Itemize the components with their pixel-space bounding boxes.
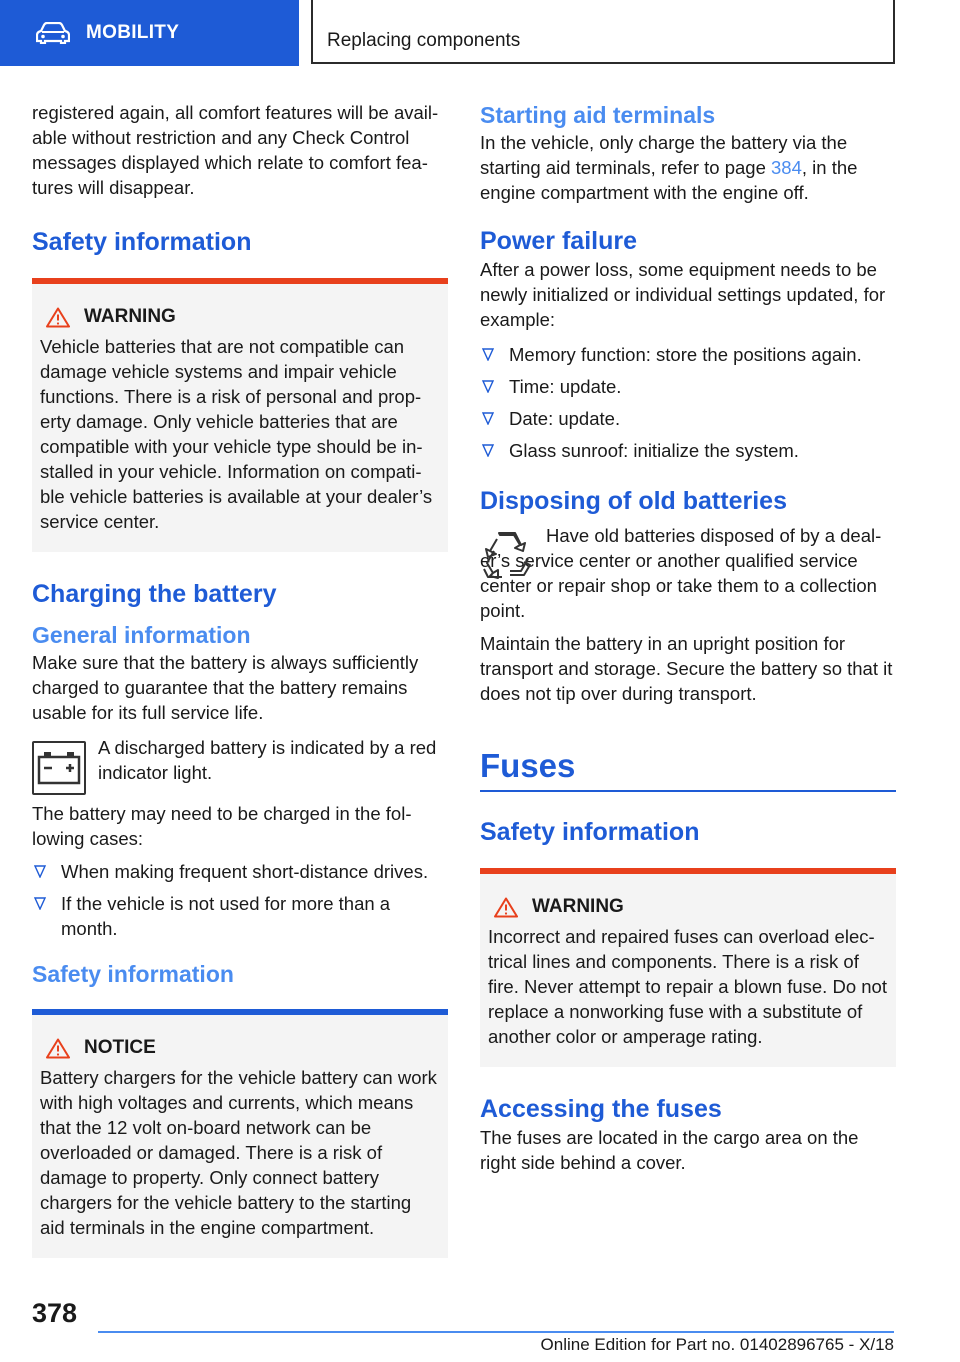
warning-triangle-icon	[46, 307, 70, 328]
header-tab-label: MOBILITY	[86, 22, 180, 43]
left-column	[32, 100, 448, 1258]
safety2-heading: Safety information	[32, 961, 234, 987]
warning-triangle-icon	[46, 1038, 70, 1059]
triangle-bullet-icon	[482, 412, 494, 425]
fuses-warning-box-head	[494, 896, 888, 918]
cases-text: The battery may need to be charged in the fol-lowing cases:	[32, 803, 412, 849]
list-item: Time: update.	[480, 374, 896, 399]
triangle-bullet-icon	[34, 897, 46, 910]
battery-icon-box	[32, 741, 86, 795]
indicator-text: A discharged battery is indicated by a red indicator light.	[98, 737, 437, 783]
charging-heading: Charging the battery	[32, 580, 277, 608]
warning-box-head	[46, 306, 440, 328]
disposing-block	[480, 523, 896, 623]
page-number: 378	[32, 1298, 78, 1328]
header-section-label: Replacing components	[327, 30, 521, 51]
notice-box-head	[46, 1037, 440, 1059]
footer-rule	[98, 1331, 894, 1333]
disposing-heading: Disposing of old batteries	[480, 487, 787, 515]
accessing-heading: Accessing the fuses	[480, 1095, 722, 1123]
notice-box	[32, 1009, 448, 1258]
header-tab-mobility[interactable]	[0, 0, 299, 66]
car-icon	[36, 22, 70, 44]
general-heading: General information	[32, 622, 251, 648]
fuses-warning-text: Incorrect and repaired fuses can overload elec-trical lines and components. There is a risk of fire. Never attempt to repair a blown fuse. Do not replace a nonworking fuse with a substitute of another color or amperage rating.	[488, 926, 887, 1047]
disposing-text: Have old batteries disposed of by a deal-er’s service center or another qualified service center or repair shop or take them to a collection point.	[480, 525, 882, 621]
list-item: Memory function: store the positions again.	[480, 342, 896, 367]
warning-triangle-icon	[494, 897, 518, 918]
accessing-text: The fuses are located in the cargo area on the right side behind a cover.	[480, 1127, 859, 1173]
notice-text: Battery chargers for the vehicle battery can work with high voltages and currents, which means that the 12 volt on-board network can be overloaded or damaged. There is a risk of damage to property. Only connect battery chargers for the vehicle battery to the starting aid terminals in the engine compartment.	[40, 1067, 437, 1238]
recycle-icon	[480, 529, 534, 583]
warning-text: Vehicle batteries that are not compatible can damage vehicle systems and impair vehicle functions. There is a risk of personal and prop-erty damage. Only vehicle batteries that are compatible with your vehicle type should be in-stalled in your vehicle. Information on compati-ble vehicle batteries is available at your dealer’s service center.	[40, 336, 433, 532]
fuses-heading: Fuses	[480, 747, 576, 784]
warning-box	[32, 278, 448, 552]
safety-heading: Safety information	[32, 228, 252, 256]
triangle-bullet-icon	[482, 348, 494, 361]
warning-title: WARNING	[84, 306, 176, 327]
power-heading: Power failure	[480, 227, 637, 255]
right-column	[480, 100, 896, 1183]
fuses-rule	[480, 790, 896, 792]
power-text: After a power loss, some equipment needs to be newly initialized or individual settings updated, for example:	[480, 259, 886, 330]
fuses-warning-title: WARNING	[532, 896, 624, 917]
starting-heading: Starting aid terminals	[480, 102, 716, 128]
triangle-bullet-icon	[34, 865, 46, 878]
list-item: Date: update.	[480, 406, 896, 431]
triangle-bullet-icon	[482, 444, 494, 457]
fuses-warning-box	[480, 868, 896, 1067]
starting-text: In the vehicle, only charge the battery via the starting aid terminals, refer to page 384, in the engine compartment with the engine off.	[480, 132, 858, 203]
intro-paragraph: registered again, all comfort features will be avail-able without restriction and any Check Control messages displayed which relate to comfort fea-tures will disappear.	[32, 102, 439, 198]
notice-title: NOTICE	[84, 1037, 156, 1058]
triangle-bullet-icon	[482, 380, 494, 393]
power-list	[480, 342, 896, 463]
general-text: Make sure that the battery is always sufficiently charged to guarantee that the battery remains usable for its full service life.	[32, 652, 419, 723]
footer-edition-text: Online Edition for Part no. 01402896765 - X/18	[540, 1335, 894, 1354]
list-item: Glass sunroof: initialize the system.	[480, 438, 896, 463]
maintain-text: Maintain the battery in an upright position for transport and storage. Secure the battery so that it does not tip over during transport.	[480, 633, 893, 704]
list-item: When making frequent short-distance drives.	[32, 859, 448, 884]
header-section	[311, 0, 895, 64]
fuses-safety-heading: Safety information	[480, 818, 700, 846]
cases-list	[32, 859, 448, 941]
battery-indicator-row	[32, 737, 448, 795]
list-item: If the vehicle is not used for more than a month.	[32, 891, 448, 941]
page-link-384[interactable]: 384	[771, 157, 802, 178]
battery-icon	[34, 743, 84, 793]
